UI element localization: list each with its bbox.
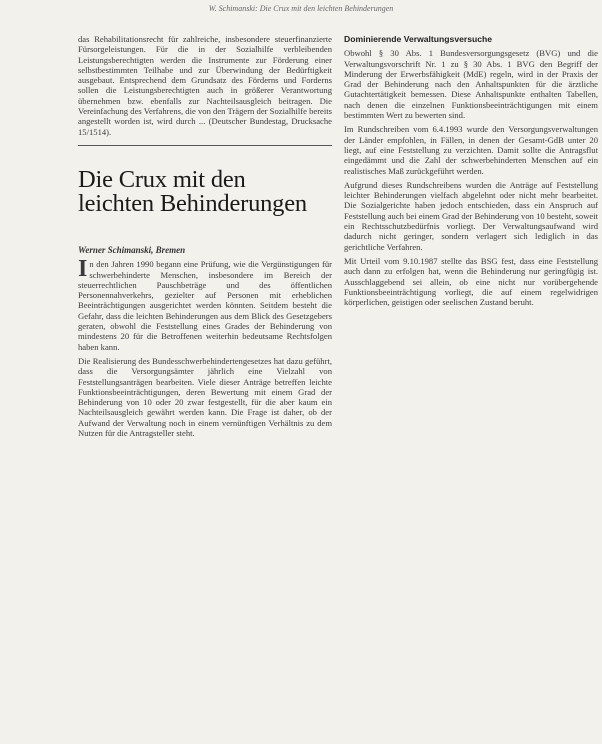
left-paragraph-3: Die Realisierung des Bundesschwerbehindertengesetzes hat dazu geführt, dass die Versorgungsämter jährlich eine Vielzahl von Feststellungsanträgen bearbeiten. Viele dieser Anträge betreffen leichte Funktionsbeeinträchtigungen, deren Bewertung mit einem Grad der Behinderung von 10 oder 20 zwar festgestellt, für die aber kaum ein Nachteilsausgleich gewährt werden kann. Die Frage ist daher, ob der Aufwand der Verwaltung noch in einem vernünftigen Verhältnis zu dem Nutzen für die Antragsteller steht. bbox=[78, 355, 332, 439]
right-paragraph-1: Obwohl § 30 Abs. 1 Bundesversorgungsgesetz (BVG) und die Verwaltungsvorschrift Nr. 1 zu § 30 Abs. 1 BVG den Begriff der Minderung der Erwerbsfähigkeit (MdE) regeln, wird in der Praxis der Grad der Behinderung nach den Anhaltspunkten für die ärztliche Gutachtertätigkeit bemessen. Diese Anhaltspunkte enthalten Tabellen, nach denen die einzelnen Funktionsbeeinträchtigungen mit einem bestimmten Wert zu bewerten sind. bbox=[344, 48, 598, 121]
section-heading: Dominierende Verwaltungsversuche bbox=[344, 34, 493, 44]
article-author: Werner Schimanski, Bremen bbox=[78, 244, 186, 255]
right-paragraph-4: Mit Urteil vom 9.10.1987 stellte das BSG fest, dass eine Feststellung auch dann zu erfolgen hat, wenn die Behinderung nur geringfügig ist. Ausschlaggebend sei allein, ob eine nicht nur vorübergehende Funktionsbeeinträchtigung vorliegt, die auf einem regelwidrigen körperlichen, geistigen oder seelischen Zustand beruht. bbox=[344, 255, 598, 308]
right-paragraph-2: Im Rundschreiben vom 6.4.1993 wurde den Versorgungsverwaltungen der Länder empfohlen, in Fällen, in denen der Gesamt-GdB unter 20 liegt, auf eine Feststellung zu verzichten. Damit sollte die Antragsflut eingedämmt und die Zahl der schwerbehinderten Menschen auf ein realistisches Maß zurückgeführt werden. bbox=[344, 124, 598, 176]
title-line-1: Die Crux mit den bbox=[78, 165, 246, 193]
article-divider bbox=[78, 145, 332, 146]
article-title bbox=[78, 165, 332, 218]
title-line-2: leichten Behinderungen bbox=[78, 190, 307, 218]
running-header: W. Schimanski: Die Crux mit den leichten Behinderungen bbox=[208, 4, 394, 13]
intro-paragraph: das Rehabilitationsrecht für zahlreiche, insbesondere steuerfinanzierte Fürsorgeleistungen. Für die in der Sozialhilfe verbleibenden Leistungsberechtigten werden die Instrumente zur Förderung einer selbstbestimmten Teilhabe und zur Überwindung der Bedürftigkeit ausgebaut. Entsprechend dem Grundsatz des Förderns und Forderns sollen die Leistungsberechtigten auch in größerer Verantwortung übernehmen bzw. ebenfalls zur Nachteilsausgleich beitragen. Die Vereinfachung des Verfahrens, die von den Trägern der Sozialhilfe bereits angestellt worden ist, wird durch ... (Deutscher Bundestag, Drucksache 15/1514). bbox=[78, 34, 332, 137]
left-column bbox=[78, 34, 332, 442]
opening-paragraph: In den Jahren 1990 begann eine Prüfung, wie die Vergünstigungen für schwerbehinderte Menschen, insbesondere im Bereich der steuerrechtlichen Pauschbeträge und des öffentlichen Personennahverkehrs, gezielter auf Personen mit erheblichen Beeinträchtigungen ausgerichtet werden könnten. Seitdem besteht die Gefahr, dass die leichten Behinderungen aus dem Blick des Gesetzgebers geraten, obwohl die Feststellung eines Grades der Behinderung von mindestens 20 für die Betroffenen weiterhin bedeutsame Rechtsfolgen haben kann. bbox=[78, 256, 332, 352]
right-column bbox=[344, 34, 598, 311]
right-paragraph-3: Aufgrund dieses Rundschreibens wurden die Anträge auf Feststellung leichter Behinderungen vielfach abgelehnt oder nicht mehr bearbeitet. Die Sozialgerichte haben jedoch entschieden, dass ein Anspruch auf Feststellung auch bei einem Grad der Behinderung von 10 besteht, soweit ein Rechtsschutzbedürfnis vorliegt. Der Verwaltungsaufwand wird dadurch nicht geringer, sondern verlagert sich lediglich in das gerichtliche Verfahren. bbox=[344, 179, 598, 252]
